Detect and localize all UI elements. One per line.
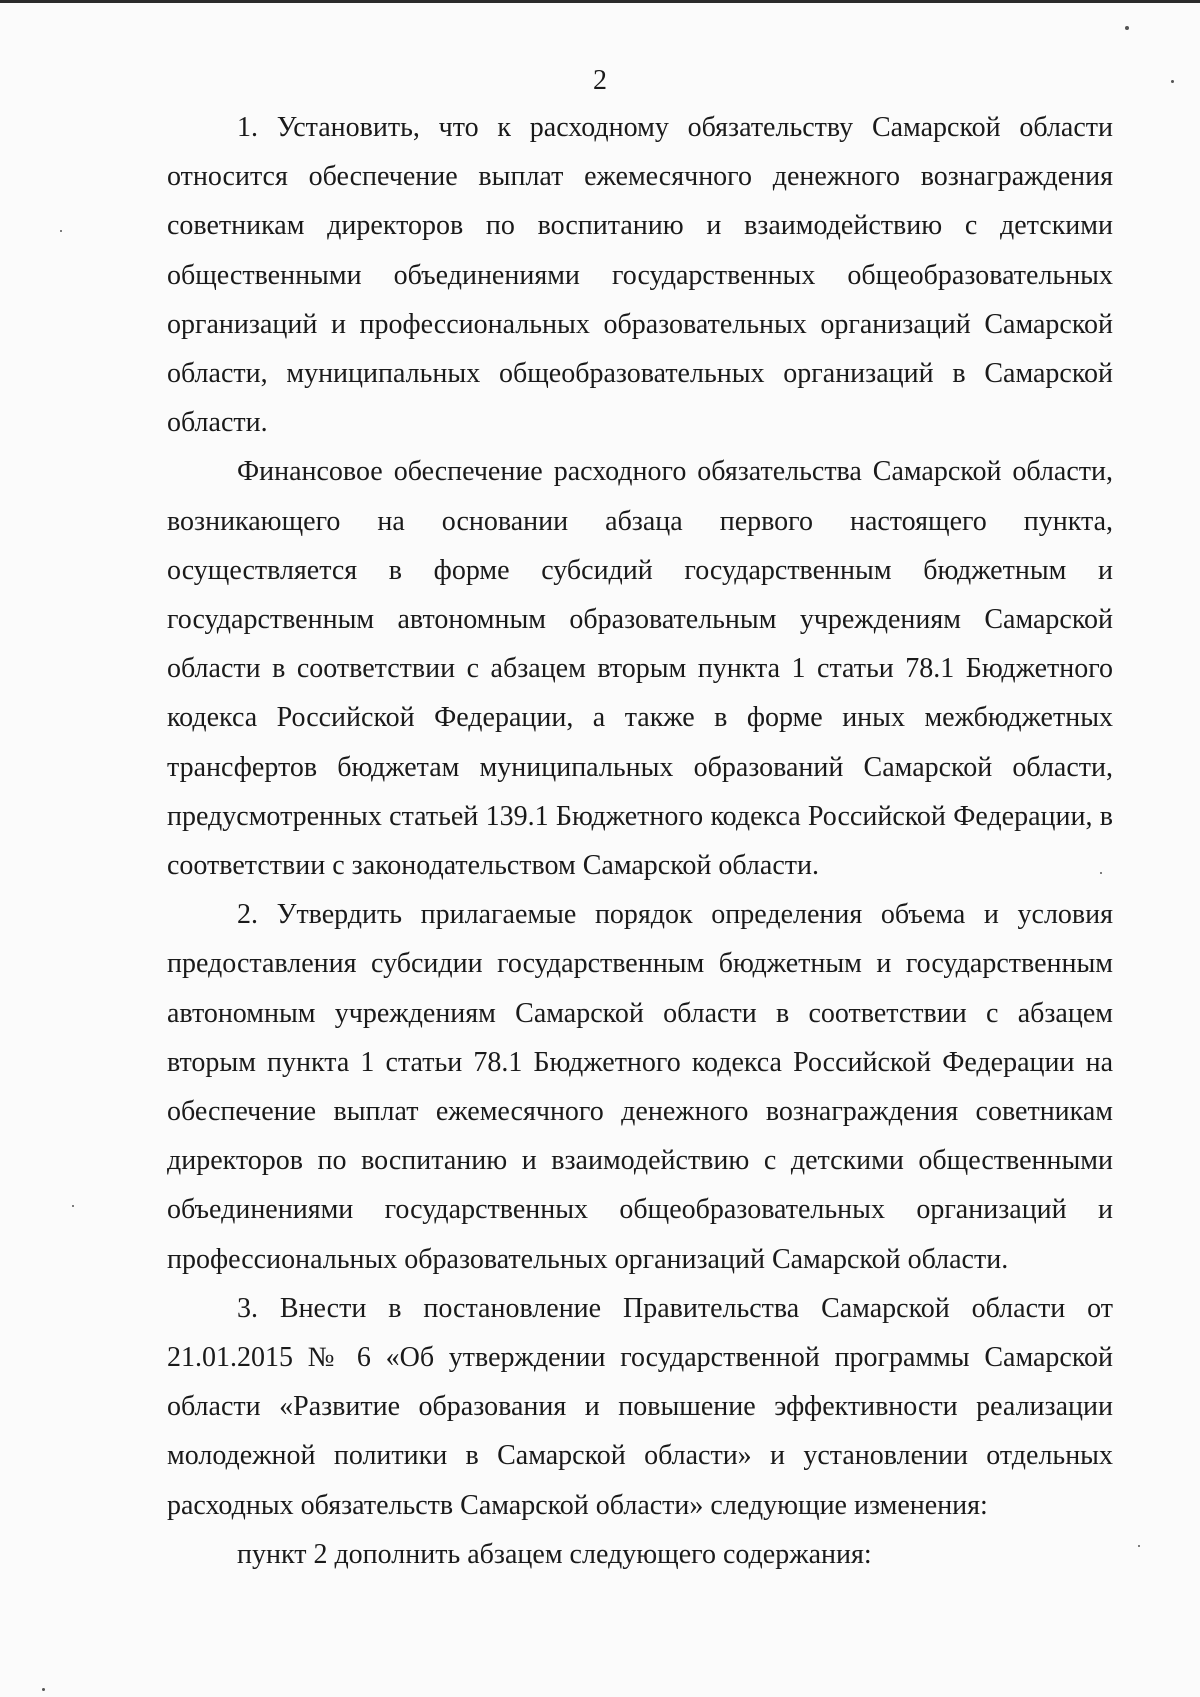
paragraph-1: 1. Установить, что к расходному обязательству Самарской области относится обеспечение выплат ежемесячного денежного вознаграждения советникам директоров по воспитанию и взаимодействию с детскими общественными объединениями государственных общеобразовательных организаций и профессиональных образовательных организаций Самарской области, муниципальных общеобразовательных организаций в Самарской области. xyxy=(167,112,1113,439)
paragraph-4: 3. Внести в постановление Правительства Самарской области от 21.01.2015 № 6 «Об утверждении государственной программы Самарской области «Развитие образования и повышение эффективности реализации молодежной политики в Самарской области» и установлении отдельных расходных обязательств Самарской области» следующие изменения: xyxy=(167,1292,1113,1521)
paragraph-5: пункт 2 дополнить абзацем следующего содержания: xyxy=(237,1538,872,1570)
scan-speck xyxy=(1171,80,1174,83)
scan-speck xyxy=(42,1688,45,1691)
document-body xyxy=(167,103,1113,1579)
scan-speck xyxy=(1100,872,1102,874)
page-number: 2 xyxy=(593,65,607,96)
paragraph-2: Финансовое обеспечение расходного обязательства Самарской области, возникающего на основании абзаца первого настоящего пункта, осуществляется в форме субсидий государственным бюджетным и государственным автономным образовательным учреждениям Самарской области в соответствии с абзацем вторым пункта 1 статьи 78.1 Бюджетного кодекса Российской Федерации, а также в форме иных межбюджетных трансфертов бюджетам муниципальных образований Самарской области, предусмотренных статьей 139.1 Бюджетного кодекса Российской Федерации, в соответствии с законодательством Самарской области. xyxy=(167,456,1113,882)
paragraph-3: 2. Утвердить прилагаемые порядок определения объема и условия предоставления субсидии государственным бюджетным и государственным автономным учреждениям Самарской области в соответствии с абзацем вторым пункта 1 статьи 78.1 Бюджетного кодекса Российской Федерации на обеспечение выплат ежемесячного денежного вознаграждения советникам директоров по воспитанию и взаимодействию с детскими общественными объединениями государственных общеобразовательных организаций и профессиональных образовательных организаций Самарской области. xyxy=(167,899,1113,1275)
scan-top-edge xyxy=(0,0,1200,3)
scan-speck xyxy=(1138,1545,1140,1547)
scan-speck xyxy=(72,1205,74,1207)
scan-speck xyxy=(60,230,62,232)
scan-speck xyxy=(1125,26,1129,30)
